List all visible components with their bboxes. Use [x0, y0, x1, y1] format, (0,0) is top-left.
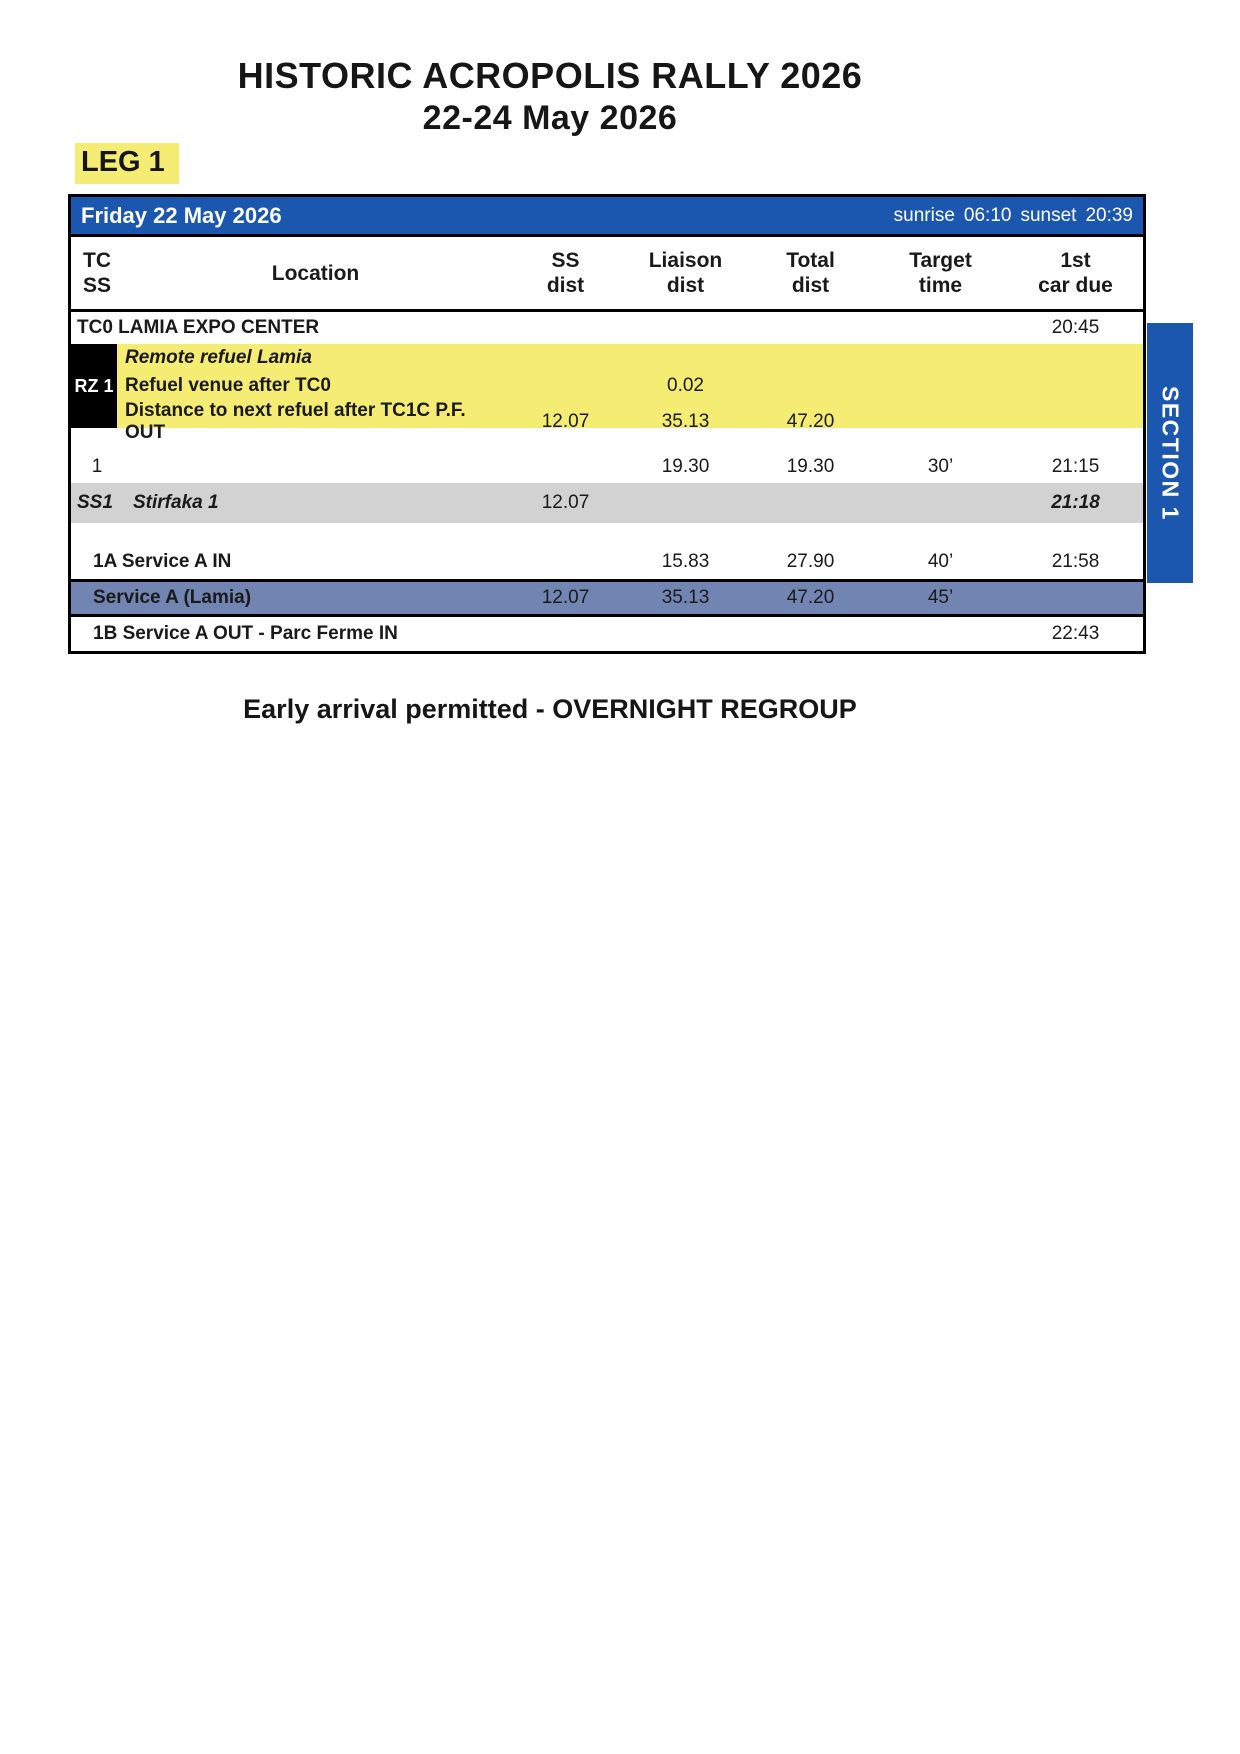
rz1-distance-total-dist: 47.20	[786, 411, 835, 432]
ss1-stage-name: Stirfaka 1	[133, 492, 219, 513]
ss1-number: SS1	[77, 492, 113, 513]
event-dates: 22-24 May 2026	[422, 99, 678, 137]
sunset-time: 20:39	[1085, 204, 1133, 226]
tc1-first-car-due: 21:15	[1051, 456, 1100, 477]
tc1-liaison-dist: 19.30	[661, 456, 710, 477]
tc0-location: TC0 LAMIA EXPO CENTER	[77, 317, 320, 338]
tc1a-location: 1A Service A IN	[93, 551, 232, 572]
tc1-target-time: 30’	[927, 456, 954, 477]
rz1-distance-label: Distance to next refuel after TC1C P.F. OUT	[125, 400, 466, 443]
rz1-venue-liaison-dist: 0.02	[667, 375, 704, 396]
rz1-venue-row	[71, 372, 1143, 400]
table-row-tc1b	[71, 617, 1143, 651]
col-header-total-dist: Total dist	[786, 249, 835, 297]
tc1a-liaison-dist: 15.83	[661, 551, 710, 572]
col-header-target-time: Target time	[909, 249, 972, 297]
refuel-zone-block	[71, 344, 1143, 443]
tc1b-location: 1B Service A OUT - Parc Ferme IN	[93, 623, 398, 644]
sunrise-label: sunrise	[893, 204, 955, 226]
rz1-title-row	[71, 344, 1143, 372]
table-row-service-a	[71, 579, 1143, 617]
tc0-first-car-due: 20:45	[1051, 317, 1100, 338]
sunrise-time: 06:10	[963, 204, 1012, 226]
section-1-tab: SECTION 1	[1147, 323, 1193, 583]
service-a-total-dist: 47.20	[786, 587, 835, 608]
tc1-number: 1	[91, 456, 103, 477]
ss1-first-car-due: 21:18	[1051, 492, 1100, 513]
rz1-distance-liaison-dist: 35.13	[661, 411, 710, 432]
col-header-first-car-due: 1st car due	[1038, 249, 1113, 297]
table-header-row	[71, 237, 1143, 312]
service-a-ss-dist: 12.07	[541, 587, 590, 608]
rz1-distance-row	[71, 400, 1143, 443]
table-row-tc1a	[71, 523, 1143, 579]
rz1-title: Remote refuel Lamia	[125, 347, 312, 368]
rz1-distance-ss-dist: 12.07	[541, 411, 590, 432]
ss1-ss-dist: 12.07	[541, 492, 590, 513]
col-header-tc-ss: TC SS	[82, 249, 111, 297]
tc1-total-dist: 19.30	[786, 456, 835, 477]
overnight-regroup-note: Early arrival permitted - OVERNIGHT REGROUP	[243, 694, 857, 724]
service-a-target-time: 45’	[927, 587, 954, 608]
leg-label: LEG 1	[75, 143, 179, 184]
rz1-venue-label: Refuel venue after TC0	[125, 375, 331, 396]
sunset-label: sunset	[1020, 204, 1077, 226]
table-row-ss1	[71, 483, 1143, 523]
tc1a-target-time: 40’	[927, 551, 954, 572]
page-title: HISTORIC ACROPOLIS RALLY 2026	[237, 55, 863, 96]
col-header-ss-dist: SS dist	[546, 249, 585, 297]
sun-times	[894, 205, 1133, 227]
service-a-liaison-dist: 35.13	[661, 587, 710, 608]
tc1b-first-car-due: 22:43	[1051, 623, 1100, 644]
document-header	[0, 0, 1100, 139]
service-a-label: Service A (Lamia)	[93, 587, 252, 608]
col-header-location: Location	[271, 261, 360, 285]
itinerary-table	[68, 194, 1184, 654]
tc1a-total-dist: 27.90	[786, 551, 835, 572]
day-date: Friday 22 May 2026	[81, 202, 282, 228]
table-row-tc0	[71, 312, 1143, 344]
col-header-liaison-dist: Liaison dist	[648, 249, 723, 297]
day-header-bar	[71, 197, 1143, 237]
tc1a-first-car-due: 21:58	[1051, 551, 1100, 572]
rz1-badge: RZ 1	[71, 344, 117, 428]
